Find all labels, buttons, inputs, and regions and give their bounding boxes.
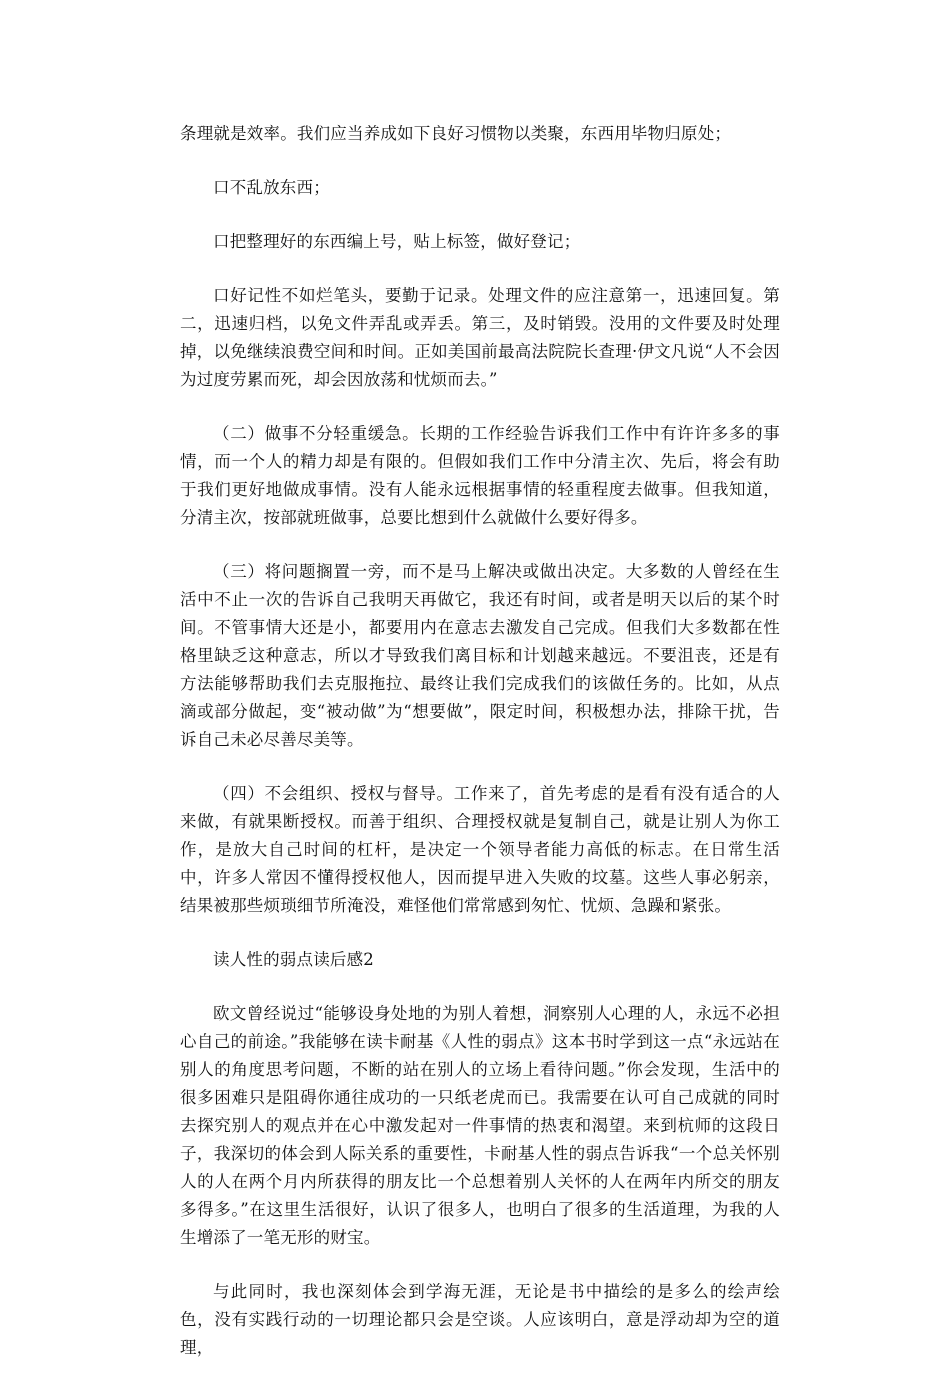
section-title: 读人性的弱点读后感2 <box>213 950 374 969</box>
document-page <box>180 120 780 1388</box>
list-item-take-notes: 口好记性不如烂笔头，要勤于记录。处理文件的应注意第一，迅速回复。第二，迅速归档，以免文件弄乱或弄丢。第三，及时销毁。没用的文件要及时处理掉，以免继续浪费空间和时间。正如美国前最高法院院长查理·伊文凡说“人不会因为过度劳累而死，却会因放荡和忧烦而去。” <box>180 286 780 389</box>
paragraph-practice: 与此同时，我也深刻体会到学海无涯，无论是书中描绘的是多么的绘声绘色，没有实践行动的一切理论都只会是空谈。人应该明白，意是浮动却为空的道理， <box>180 1282 780 1357</box>
paragraph-delegation: （四）不会组织、授权与督导。工作来了，首先考虑的是看有没有适合的人来做，有就果断授权。而善于组织、合理授权就是复制自己，就是让别人为你工作，是放大自己时间的杠杆，是决定一个领导者能力高低的标志。在日常生活中，许多人常因不懂得授权他人，因而提早进入失败的坟墓。这些人事必躬亲，结果被那些烦琐细节所淹没，难怪他们常常感到匆忙、忧烦、急躁和紧张。 <box>180 784 780 915</box>
paragraph-priorities: （二）做事不分轻重缓急。长期的工作经验告诉我们工作中有许许多多的事情，而一个人的精力却是有限的。但假如我们工作中分清主次、先后，将会有助于我们更好地做成事情。没有人能永远根据事情的轻重程度去做事。但我知道，分清主次，按部就班做事，总要比想到什么就做什么要好得多。 <box>180 424 780 527</box>
paragraph-empathy: 欧文曾经说过“能够设身处地的为别人着想，洞察别人心理的人，永远不必担心自己的前途。”我能够在读卡耐基《人性的弱点》这本书时学到这一点“永远站在别人的角度思考问题，不断的站在别人的立场上看待问题。”你会发现，生活中的很多困难只是阻碍你通往成功的一只纸老虎而已。我需要在认可自己成就的同时去探究别人的观点并在心中激发起对一件事情的热衷和渴望。来到杭师的这段日子，我深切的体会到人际关系的重要性，卡耐基人性的弱点告诉我“一个总关怀别人的人在两个月内所获得的朋友比一个总想着别人关怀的人在两年内所交的朋友多得多。”在这里生活很好，认识了很多人，也明白了很多的生活道理，为我的人生增添了一笔无形的财宝。 <box>180 1004 780 1247</box>
paragraph-procrastination: （三）将问题搁置一旁，而不是马上解决或做出决定。大多数的人曾经在生活中不止一次的告诉自己我明天再做它，我还有时间，或者是明天以后的某个时间。不管事情大还是小，都要用内在意志去激发自己完成。但我们大多数都在性格里缺乏这种意志，所以才导致我们离目标和计划越来越远。不要沮丧，还是有方法能够帮助我们去克服拖拉、最终让我们完成我们的该做任务的。比如，从点滴或部分做起，变“被动做”为“想要做”，限定时间，积极想办法，排除干扰，告诉自己未必尽善尽美等。 <box>180 562 780 749</box>
paragraph-order-efficiency: 条理就是效率。我们应当养成如下良好习惯物以类聚，东西用毕物归原处； <box>180 124 732 143</box>
list-item-label-items: 口把整理好的东西编上号，贴上标签，做好登记； <box>213 232 581 251</box>
list-item-no-clutter: 口不乱放东西； <box>213 178 330 197</box>
